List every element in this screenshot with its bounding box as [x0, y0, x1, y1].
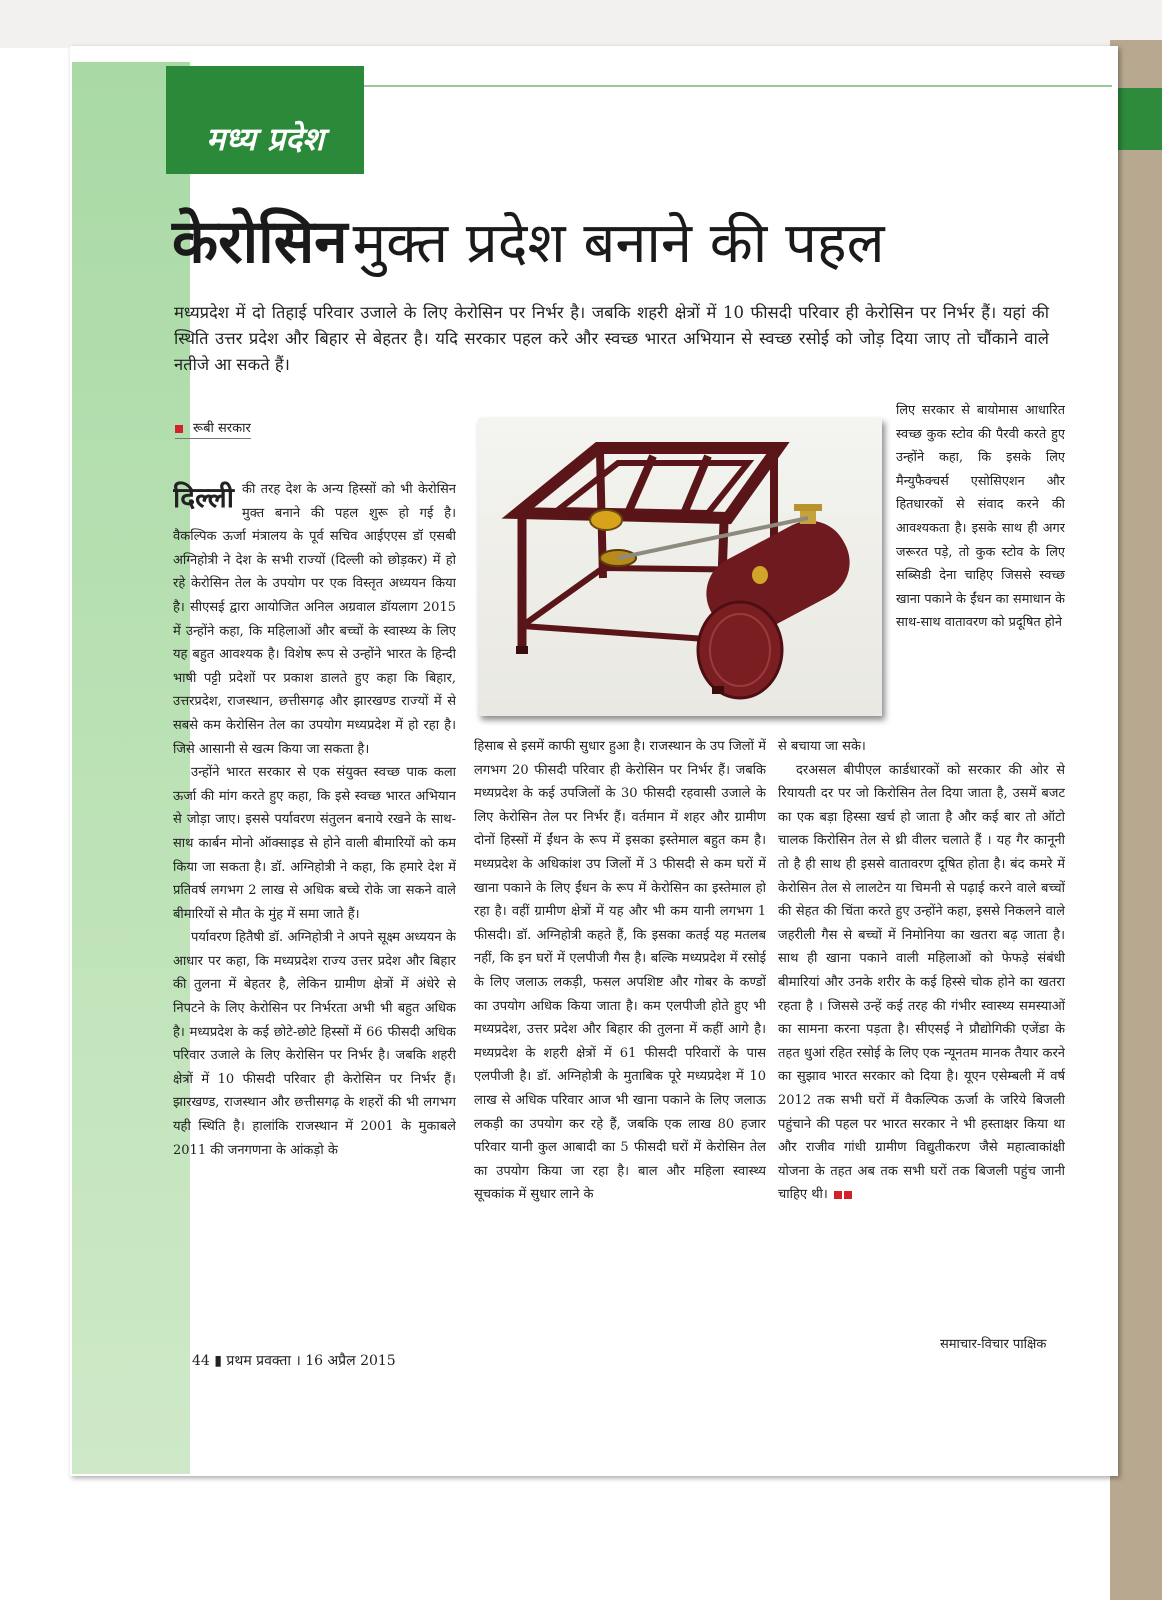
stove-illustration: [478, 418, 882, 716]
end-mark-icon: [834, 1191, 842, 1199]
intro-paragraph: मध्यप्रदेश में दो तिहाई परिवार उजाले के लिए केरोसिन पर निर्भर है। जबकि शहरी क्षेत्रों में 10 फीसदी परिवार ही केरोसिन पर निर्भर हैं। यहां की स्थिति उत्तर प्रदेश और बिहार से बेहतर है। यदि सरकार पहल करे और स्वच्छ भारत अभियान से स्वच्छ रसोई को जोड़ दिया जाए तो चौंकाने वाले नतीजे आ सकते हैं।: [174, 303, 1049, 374]
col3-top-paragraph: लिए सरकार से बायोमास आधारित स्वच्छ कुक स्टोव की पैरवी करते हुए उन्होंने कहा, कि इसके लिए मैन्युफैक्चर्स एसोसिएशन और हितधारकों से संवाद करने की आवश्यकता है। इसके साथ ही अगर जरूरत पड़े, तो कुक स्टोव के लिए सब्सिडी देना चाहिए जिससे स्वच्छ खाना पकाने के ईंधन का समाधान के साथ-साथ वातावरण को प्रदूषित होने: [896, 403, 1065, 631]
col1-paragraph-3: पर्यावरण हितैषी डॉ. अग्निहोत्री ने अपने सूक्ष्म अध्ययन के आधार पर कहा, कि मध्यप्रदेश राज्य उत्तर प्रदेश और बिहार की तुलना में बेहतर है, लेकिन ग्रामीण क्षेत्रों में अंधेरे से निपटने के लिए केरोसिन पर निर्भरता अभी भी बहुत अधिक है। मध्यप्रदेश के कई छोटे-छोटे हिस्सों में 66 फीसदी अधिक परिवार उजाले के लिए केरोसिन पर निर्भर है। जबकि शहरी क्षेत्रों में 10 फीसदी परिवार ही केरोसिन पर निर्भर हैं। झारखण्ड, राजस्थान और छत्तीसगढ़ के शहरों की भी लगभग यही स्थिति है। हालांकि राजस्थान में 2001 के मुकाबले 2011 की जनगणना के आंकड़ो के: [173, 930, 456, 1158]
next-page-green-tab: [1115, 88, 1162, 150]
byline-marker-icon: [175, 425, 183, 433]
headline-bold: केरोसिन: [172, 207, 348, 277]
article-column-2: [474, 735, 766, 1347]
kerosene-stove-photo: [478, 418, 882, 716]
col3-paragraph-1: से बचाया जा सके।: [778, 739, 866, 754]
page-footer-right: समाचार-विचार पाक्षिक: [940, 1337, 1047, 1352]
author-name: रूबी सरकार: [193, 421, 251, 436]
col3-paragraph-2: [778, 759, 1065, 1207]
end-mark-icon: [844, 1191, 852, 1199]
headline: [172, 198, 885, 280]
scan-background-top: [0, 0, 1162, 48]
article-column-1: [173, 478, 456, 1348]
col1-paragraph-1: की तरह देश के अन्य हिस्सों को भी केरोसिन मुक्त बनाने की पहल शुरू हो गई है। वैकल्पिक ऊर्जा मंत्रालय के पूर्व सचिव आईएएस डॉ एसबी अग्निहोत्री ने देश के सभी राज्यों (दिल्ली को छोड़कर) में हो रहे केरोसिन तेल के उपयोग पर एक विस्तृत अध्ययन किया है। सीएसई द्वारा आयोजित अनिल अग्रवाल डॉयलाग 2015 में उन्होंने कहा, कि महिलाओं और बच्चों के स्वास्थ्य के लिए यह बहुत आवश्यक है। विशेष रूप से उन्होंने भारत के हिन्दी भाषी पट्टी प्रदेशों पर प्रकाश डालते हुए कहा कि बिहार, उत्तरप्रदेश, राजस्थान, छत्तीसगढ़ और झारखण्ड राज्यों में से सबसे कम केरोसिन तेल का उपयोग मध्यप्रदेश में हो रहा है। जिसे आसानी से खत्म किया जा सकता है।: [173, 482, 456, 757]
page-footer-left: 44 ▮ प्रथम प्रवक्ता । 16 अप्रैल 2015: [192, 1353, 396, 1369]
dropcap-word: दिल्ली: [173, 481, 234, 514]
col1-paragraph-2: उन्होंने भारत सरकार से एक संयुक्त स्वच्छ पाक कला ऊर्जा की मांग करते हुए कहा, कि इसे स्वच्छ भारत अभियान से जोड़ा जाए। इससे पर्यावरण संतुलन बनाये रखने के साथ-साथ कार्बन मोनो ऑक्साइड से होने वाली बीमारियों को कम किया जा सकता है। डॉ. अग्निहोत्री ने कहा, कि हमारे देश में प्रतिवर्ष लगभग 2 लाख से अधिक बच्चे रोके जा सकने वाले बीमारियों से मौत के मुंह में समा जाते हैं।: [173, 765, 456, 922]
col2-paragraph: हिसाब से इसमें काफी सुधार हुआ है। राजस्थान के उप जिलों में लगभग 20 फीसदी परिवार ही केरोसिन पर निर्भर हैं। जबकि मध्यप्रदेश के कई उपजिलों के 30 फीसदी रहवासी उजाले के लिए केरोसिन तेल पर निर्भर हैं। वर्तमान में शहर और ग्रामीण दोनों हिस्सों में ईंधन के रूप में इसका इस्तेमाल बहुत कम है। मध्यप्रदेश के अधिकांश उप जिलों में 3 फीसदी से कम घरों में खाना पकाने के लिए ईंधन के रूप में केरोसिन का इस्तेमाल हो रहा है। वहीं ग्रामीण क्षेत्रों में यह और भी कम यानी लगभग 1 फीसदी। डॉ. अग्निहोत्री कहते हैं, कि इसका कतई यह मतलब नहीं, कि इन घरों में एलपीजी गैस है। बल्कि मध्यप्रदेश में रसोई के लिए जलाऊ लकड़ी, फसल अपशिष्ट और गोबर के कण्डों का उपयोग अधिक किया जाता है। कम एलपीजी होते हुए भी मध्यप्रदेश, उत्तर प्रदेश और बिहार की तुलना में कहीं आगे है। मध्यप्रदेश के शहरी क्षेत्रों में 61 फीसदी परिवारों के पास एलपीजी है। डॉ. अग्निहोत्री के मुताबिक पूरे मध्यप्रदेश में 10 लाख से अधिक परिवार आज भी खाना पकाने के लिए जलाऊ लकड़ी का उपयोग कर रहे हैं, जबकि एक लाख 80 हजार परिवार यानी कुल आबादी का 5 फीसदी घरों में केरोसिन तेल का उपयोग किया जा रहा है। बाल और महिला स्वास्थ्य सूचकांक में सुधार लाने के: [474, 739, 766, 1203]
headline-rest: मुक्त प्रदेश बनाने की पहल: [352, 211, 885, 276]
article-column-3-top: [896, 399, 1065, 737]
header-rule: [364, 85, 1112, 87]
byline: [175, 418, 251, 439]
section-label: मध्य प्रदेश: [166, 66, 364, 174]
article-column-3: [778, 735, 1065, 1347]
col3-paragraph-2-text: दरअसल बीपीएल कार्डधारकों को सरकार की ओर से रियायती दर पर जो किरोसिन तेल दिया जाता है, उसमें बजट का एक बड़ा हिस्सा खर्च हो जाता है और कई बार तो ऑटो चालक किरोसिन तेल से थ्री वीलर चलाते हैं । यह गैर कानूनी तो है ही साथ ही इससे वातावरण दूषित होता है। बंद कमरे में केरोसिन तेल से लालटेन या चिमनी से पढ़ाई करने वाले बच्चों की सेहत की चिंता करते हुए उन्होंने कहा, इससे निकलने वाले जहरीली गैस से बच्चों में निमोनिया का खतरा बढ़ जाता है। साथ ही खाना पकाने वाली महिलाओं को फेफड़े संबंधी बीमारियां और उनके शरीर के कई हिस्से चोक होने का खतरा रहता है । जिससे उन्हें कई तरह की गंभीर स्वास्थ्य समस्याओं का सामना करना पड़ता है। सीएसई ने प्रौद्योगिकी एजेंडा के तहत धुआं रहित रसोई के लिए एक न्यूनतम मानक तैयार करने का सुझाव भारत सरकार को दिया है। यूएन एसेम्बली में वर्ष 2012 तक सभी घरों में वैकल्पिक ऊर्जा के जरिये बिजली पहुंचाने की पहल पर भारत सरकार ने भी हस्ताक्षर किया था और राजीव गांधी ग्रामीण विद्युतीकरण जैसे महात्वाकांक्षी योजना के तहत अब तक सभी घरों तक बिजली पहुंच जानी चाहिए थी।: [778, 762, 1065, 1203]
